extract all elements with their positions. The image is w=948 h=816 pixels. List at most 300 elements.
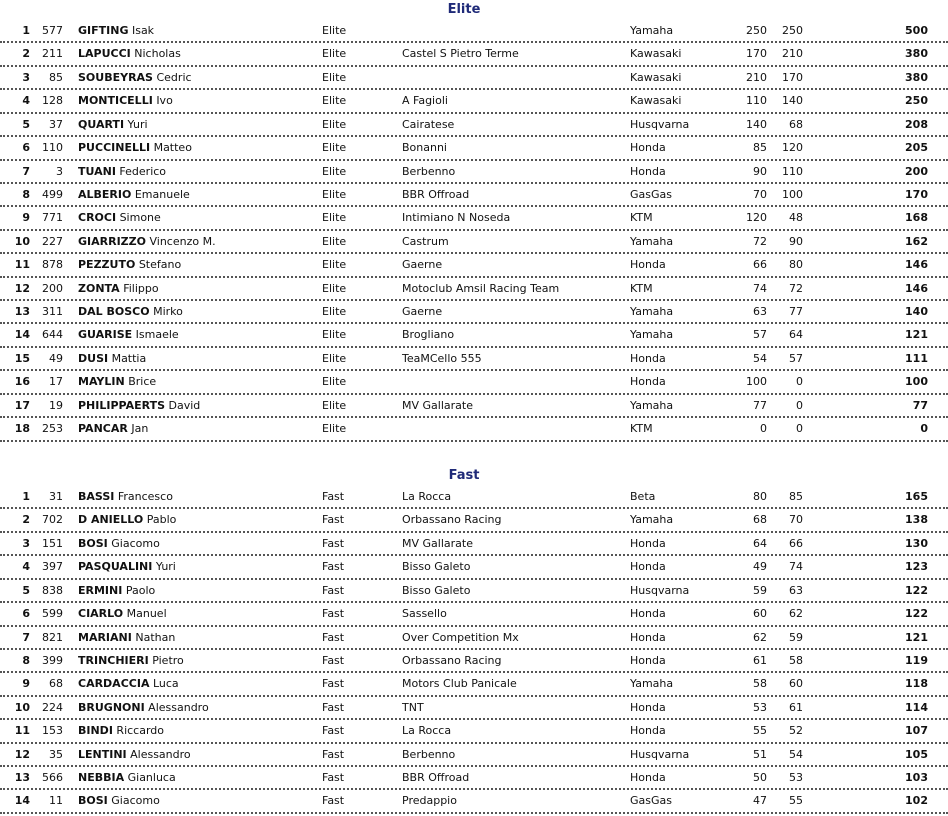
rider-surname: PASQUALINI [78, 560, 153, 574]
table-row [0, 720, 948, 743]
category: Fast [322, 583, 345, 597]
position: 10 [14, 700, 30, 714]
rider-name [78, 748, 191, 762]
rider-name [78, 141, 192, 155]
race2-points: 52 [789, 724, 803, 738]
position: 4 [22, 94, 30, 108]
race2-points: 100 [782, 187, 803, 201]
race-number: 11 [49, 794, 63, 808]
rider-name [78, 490, 173, 504]
rider-surname: SOUBEYRAS [78, 70, 153, 84]
race1-points: 250 [746, 24, 767, 37]
race1-points: 54 [753, 351, 767, 365]
rider-surname: BRUGNONI [78, 700, 145, 714]
race1-points: 120 [746, 211, 767, 225]
club: MV Gallarate [402, 536, 473, 550]
total-points: 168 [905, 211, 928, 225]
position: 2 [22, 47, 30, 61]
race-number: 211 [42, 47, 63, 61]
total-points: 105 [905, 747, 928, 761]
total-points: 205 [905, 141, 928, 155]
rider-surname: BOSI [78, 536, 108, 550]
motorcycle-brand: Honda [630, 141, 666, 155]
rider-name [78, 188, 190, 202]
rider-name [78, 211, 161, 225]
rider-name [78, 328, 179, 342]
rider-name [78, 724, 164, 738]
race2-points: 61 [789, 700, 803, 714]
total-points: 114 [905, 700, 928, 714]
rider-surname: ERMINI [78, 583, 123, 597]
position: 5 [22, 117, 30, 131]
category: Elite [322, 328, 347, 342]
position: 8 [22, 653, 30, 667]
total-points: 146 [905, 258, 928, 272]
motorcycle-brand: Kawasaki [630, 47, 682, 61]
club: Cairatese [402, 117, 455, 131]
rider-name [78, 235, 216, 249]
motorcycle-brand: Yamaha [630, 24, 674, 37]
position: 7 [22, 630, 30, 644]
rider-firstname: Yuri [155, 560, 176, 574]
club: Intimiano N Noseda [402, 211, 511, 225]
position: 7 [22, 164, 30, 178]
rider-surname: GIFTING [78, 24, 129, 37]
rider-firstname: Jan [131, 422, 149, 436]
rider-name [78, 71, 192, 85]
race2-points: 72 [789, 281, 803, 295]
race2-points: 90 [789, 234, 803, 248]
race2-points: 58 [789, 653, 803, 667]
club: Motors Club Panicale [402, 677, 517, 691]
rider-surname: CIARLO [78, 607, 124, 621]
motorcycle-brand: Honda [630, 724, 666, 738]
motorcycle-brand: Honda [630, 653, 666, 667]
rider-name [78, 560, 176, 574]
rider-surname: TUANI [78, 164, 116, 178]
rider-name [78, 24, 154, 38]
rider-name [78, 794, 160, 808]
club: MV Gallarate [402, 398, 473, 412]
motorcycle-brand: Yamaha [630, 513, 674, 527]
rider-name [78, 607, 167, 621]
race-number: 200 [42, 281, 63, 295]
rider-firstname: David [168, 398, 201, 412]
club: Gaerne [402, 305, 443, 319]
category: Elite [322, 375, 347, 389]
rider-firstname: Riccardo [116, 724, 164, 738]
position: 4 [22, 560, 30, 574]
category: Elite [322, 141, 347, 155]
category: Fast [322, 771, 345, 785]
table-row [0, 137, 948, 160]
category: Elite [322, 47, 347, 61]
rider-surname: DAL BOSCO [78, 305, 150, 319]
rider-firstname: Stefano [138, 258, 182, 272]
race-number: 566 [42, 771, 63, 785]
race2-points: 120 [782, 141, 803, 155]
race-number: 702 [42, 513, 63, 527]
race-number: 153 [42, 724, 63, 738]
category: Fast [322, 677, 345, 691]
rider-surname: NEBBIA [78, 771, 125, 785]
rider-surname: BASSI [78, 490, 115, 503]
total-points: 200 [905, 164, 928, 178]
race-number: 68 [49, 677, 63, 691]
category: Elite [322, 70, 347, 84]
club: A Fagioli [402, 94, 448, 108]
total-points: 102 [905, 794, 928, 808]
table-row [0, 486, 948, 509]
total-points: 380 [905, 70, 928, 84]
table-row [0, 673, 948, 696]
table-row [0, 603, 948, 626]
race1-points: 74 [753, 281, 767, 295]
motorcycle-brand: KTM [630, 422, 653, 436]
total-points: 121 [905, 328, 928, 342]
position: 13 [14, 305, 30, 319]
motorcycle-brand: Kawasaki [630, 94, 682, 108]
rider-name [78, 282, 159, 296]
rider-name [78, 94, 173, 108]
position: 10 [14, 234, 30, 248]
total-points: 122 [905, 607, 928, 621]
race1-points: 210 [746, 70, 767, 84]
position: 6 [22, 607, 30, 621]
total-points: 380 [905, 47, 928, 61]
total-points: 111 [905, 351, 928, 365]
rider-surname: CROCI [78, 211, 117, 225]
race2-points: 60 [789, 677, 803, 691]
position: 13 [14, 771, 30, 785]
race1-points: 51 [753, 747, 767, 761]
rider-name [78, 513, 176, 527]
rider-name [78, 118, 148, 132]
club: Motoclub Amsil Racing Team [402, 281, 560, 295]
race-number: 128 [42, 94, 63, 108]
rider-firstname: Simone [119, 211, 161, 225]
rider-name [78, 165, 166, 179]
category: Elite [322, 422, 347, 436]
race2-points: 80 [789, 258, 803, 272]
rider-name [78, 352, 146, 366]
position: 12 [14, 747, 30, 761]
position: 14 [14, 328, 30, 342]
position: 11 [14, 258, 30, 272]
race-number: 771 [42, 211, 63, 225]
category: Elite [322, 164, 347, 178]
club: Berbenno [402, 747, 456, 761]
race1-points: 53 [753, 700, 767, 714]
rider-surname: ALBERIO [78, 187, 132, 201]
position: 2 [22, 513, 30, 527]
position: 12 [14, 281, 30, 295]
rider-surname: TRINCHIERI [78, 653, 149, 667]
race2-points: 0 [796, 422, 803, 436]
rider-firstname: Mirko [153, 305, 183, 319]
rider-firstname: Giacomo [111, 794, 160, 808]
total-points: 140 [905, 305, 928, 319]
table-row [0, 509, 948, 532]
club: Bisso Galeto [402, 583, 471, 597]
race1-points: 68 [753, 513, 767, 527]
motorcycle-brand: KTM [630, 281, 653, 295]
race1-points: 50 [753, 771, 767, 785]
category: Elite [322, 305, 347, 319]
motorcycle-brand: Yamaha [630, 234, 674, 248]
position: 3 [22, 70, 30, 84]
category: Fast [322, 536, 345, 550]
race-number: 499 [42, 187, 63, 201]
total-points: 121 [905, 630, 928, 644]
motorcycle-brand: Beta [630, 490, 656, 503]
rider-surname: BINDI [78, 724, 113, 738]
race1-points: 62 [753, 630, 767, 644]
club: Brogliano [402, 328, 455, 342]
race-number: 253 [42, 422, 63, 436]
table-row [0, 114, 948, 137]
category: Elite [322, 117, 347, 131]
category: Elite [322, 281, 347, 295]
race2-points: 140 [782, 94, 803, 108]
motorcycle-brand: GasGas [630, 794, 672, 808]
position: 9 [22, 677, 30, 691]
position: 1 [22, 24, 30, 37]
rider-surname: MONTICELLI [78, 94, 153, 108]
rider-surname: LAPUCCI [78, 47, 131, 61]
table-row [0, 278, 948, 301]
club: Bisso Galeto [402, 560, 471, 574]
rider-firstname: Manuel [126, 607, 167, 621]
rider-firstname: Alessandro [130, 747, 191, 761]
rider-name [78, 584, 155, 598]
category: Fast [322, 607, 345, 621]
race-number: 399 [42, 653, 63, 667]
table-row [0, 650, 948, 673]
race-number: 3 [56, 164, 63, 178]
race2-points: 57 [789, 351, 803, 365]
table-row [0, 371, 948, 394]
motorcycle-brand: Honda [630, 607, 666, 621]
race2-points: 63 [789, 583, 803, 597]
position: 18 [14, 422, 30, 436]
table-row [0, 207, 948, 230]
rider-firstname: Matteo [153, 141, 192, 155]
rider-name [78, 47, 181, 61]
category: Fast [322, 653, 345, 667]
section-title: Fast [448, 468, 480, 483]
rider-name [78, 654, 184, 668]
total-points: 170 [905, 187, 928, 201]
race2-points: 66 [789, 536, 803, 550]
race2-points: 48 [789, 211, 803, 225]
race2-points: 85 [789, 490, 803, 503]
motorcycle-brand: Yamaha [630, 305, 674, 319]
motorcycle-brand: Husqvarna [630, 583, 690, 597]
race1-points: 90 [753, 164, 767, 178]
rider-firstname: Paolo [125, 583, 156, 597]
rider-surname: PEZZUTO [78, 258, 136, 272]
club: Castel S Pietro Terme [402, 47, 519, 61]
race1-points: 55 [753, 724, 767, 738]
total-points: 146 [905, 281, 928, 295]
motorcycle-brand: Kawasaki [630, 70, 682, 84]
rider-firstname: Alessandro [148, 700, 209, 714]
race-number: 35 [49, 747, 63, 761]
position: 11 [14, 724, 30, 738]
race1-points: 100 [746, 375, 767, 389]
race1-points: 58 [753, 677, 767, 691]
motorcycle-brand: Yamaha [630, 328, 674, 342]
table-row [0, 697, 948, 720]
total-points: 119 [905, 653, 928, 667]
category: Elite [322, 211, 347, 225]
club: BBR Offroad [402, 187, 470, 201]
position: 16 [14, 375, 30, 389]
club: La Rocca [402, 490, 452, 503]
category: Elite [322, 94, 347, 108]
race-number: 397 [42, 560, 63, 574]
race1-points: 85 [753, 141, 767, 155]
rider-firstname: Luca [152, 677, 179, 691]
category: Fast [322, 700, 345, 714]
motorcycle-brand: Honda [630, 560, 666, 574]
rider-surname: D ANIELLO [78, 513, 144, 527]
race2-points: 70 [789, 513, 803, 527]
position: 6 [22, 141, 30, 155]
rider-surname: PANCAR [78, 422, 128, 436]
race2-points: 110 [782, 164, 803, 178]
rider-firstname: Cedric [156, 70, 192, 84]
table-row [0, 395, 948, 418]
table-row [0, 161, 948, 184]
rider-name [78, 258, 181, 272]
race1-points: 66 [753, 258, 767, 272]
category: Fast [322, 490, 345, 503]
total-points: 165 [905, 490, 928, 503]
motorcycle-brand: Honda [630, 630, 666, 644]
total-points: 0 [920, 422, 928, 436]
category: Fast [322, 630, 345, 644]
motorcycle-brand: Honda [630, 536, 666, 550]
rider-surname: QUARTI [78, 117, 125, 131]
total-points: 500 [905, 24, 928, 37]
race1-points: 0 [760, 422, 767, 436]
race2-points: 59 [789, 630, 803, 644]
total-points: 107 [905, 724, 928, 738]
table-row [0, 184, 948, 207]
race-number: 644 [42, 328, 63, 342]
position: 1 [22, 490, 30, 503]
club: Orbassano Racing [402, 513, 502, 527]
race1-points: 140 [746, 117, 767, 131]
total-points: 103 [905, 771, 928, 785]
rider-surname: DUSI [78, 351, 109, 365]
motorcycle-brand: GasGas [630, 187, 672, 201]
table-row [0, 301, 948, 324]
rider-surname: MAYLIN [78, 375, 125, 389]
race-number: 599 [42, 607, 63, 621]
position: 5 [22, 583, 30, 597]
rider-firstname: Ismaele [135, 328, 179, 342]
total-points: 77 [912, 398, 928, 412]
category: Elite [322, 234, 347, 248]
race2-points: 68 [789, 117, 803, 131]
total-points: 208 [905, 117, 928, 131]
rider-firstname: Emanuele [134, 187, 190, 201]
category: Fast [322, 560, 345, 574]
total-points: 118 [905, 677, 928, 691]
race2-points: 74 [789, 560, 803, 574]
race1-points: 64 [753, 536, 767, 550]
rider-surname: CARDACCIA [78, 677, 150, 691]
category: Fast [322, 724, 345, 738]
race2-points: 0 [796, 375, 803, 389]
rider-firstname: Pietro [152, 653, 184, 667]
race-number: 110 [42, 141, 63, 155]
table-row [0, 231, 948, 254]
race1-points: 110 [746, 94, 767, 108]
club: TNT [402, 700, 424, 714]
rider-firstname: Isak [131, 24, 155, 37]
race-number: 49 [49, 351, 63, 365]
race1-points: 72 [753, 234, 767, 248]
rider-surname: LENTINI [78, 747, 127, 761]
race1-points: 59 [753, 583, 767, 597]
rider-name [78, 305, 183, 319]
rider-surname: GIARRIZZO [78, 234, 146, 248]
race-number: 85 [49, 70, 63, 84]
total-points: 130 [905, 536, 928, 550]
club: Orbassano Racing [402, 653, 502, 667]
rider-name [78, 399, 200, 413]
motorcycle-brand: Yamaha [630, 677, 674, 691]
race-number: 577 [42, 24, 63, 37]
race-number: 37 [49, 117, 63, 131]
motorcycle-brand: Honda [630, 351, 666, 365]
club: Berbenno [402, 164, 456, 178]
rider-firstname: Brice [128, 375, 157, 389]
table-row [0, 790, 948, 813]
motorcycle-brand: Honda [630, 700, 666, 714]
rider-name [78, 701, 209, 715]
rider-firstname: Ivo [156, 94, 173, 108]
race2-points: 170 [782, 70, 803, 84]
category: Elite [322, 258, 347, 272]
position: 15 [14, 351, 30, 365]
race2-points: 0 [796, 398, 803, 412]
race1-points: 49 [753, 560, 767, 574]
standings-rows [0, 20, 948, 442]
total-points: 122 [905, 583, 928, 597]
race2-points: 77 [789, 305, 803, 319]
total-points: 250 [905, 94, 928, 108]
race2-points: 53 [789, 771, 803, 785]
position: 8 [22, 187, 30, 201]
race-number: 227 [42, 234, 63, 248]
motorcycle-brand: Honda [630, 771, 666, 785]
table-row [0, 556, 948, 579]
rider-firstname: Federico [119, 164, 167, 178]
total-points: 123 [905, 560, 928, 574]
motorcycle-brand: Honda [630, 164, 666, 178]
rider-name [78, 771, 176, 785]
race1-points: 47 [753, 794, 767, 808]
standings-rows [0, 486, 948, 814]
race1-points: 70 [753, 187, 767, 201]
rider-firstname: Vincenzo M. [149, 234, 216, 248]
rider-firstname: Pablo [146, 513, 177, 527]
